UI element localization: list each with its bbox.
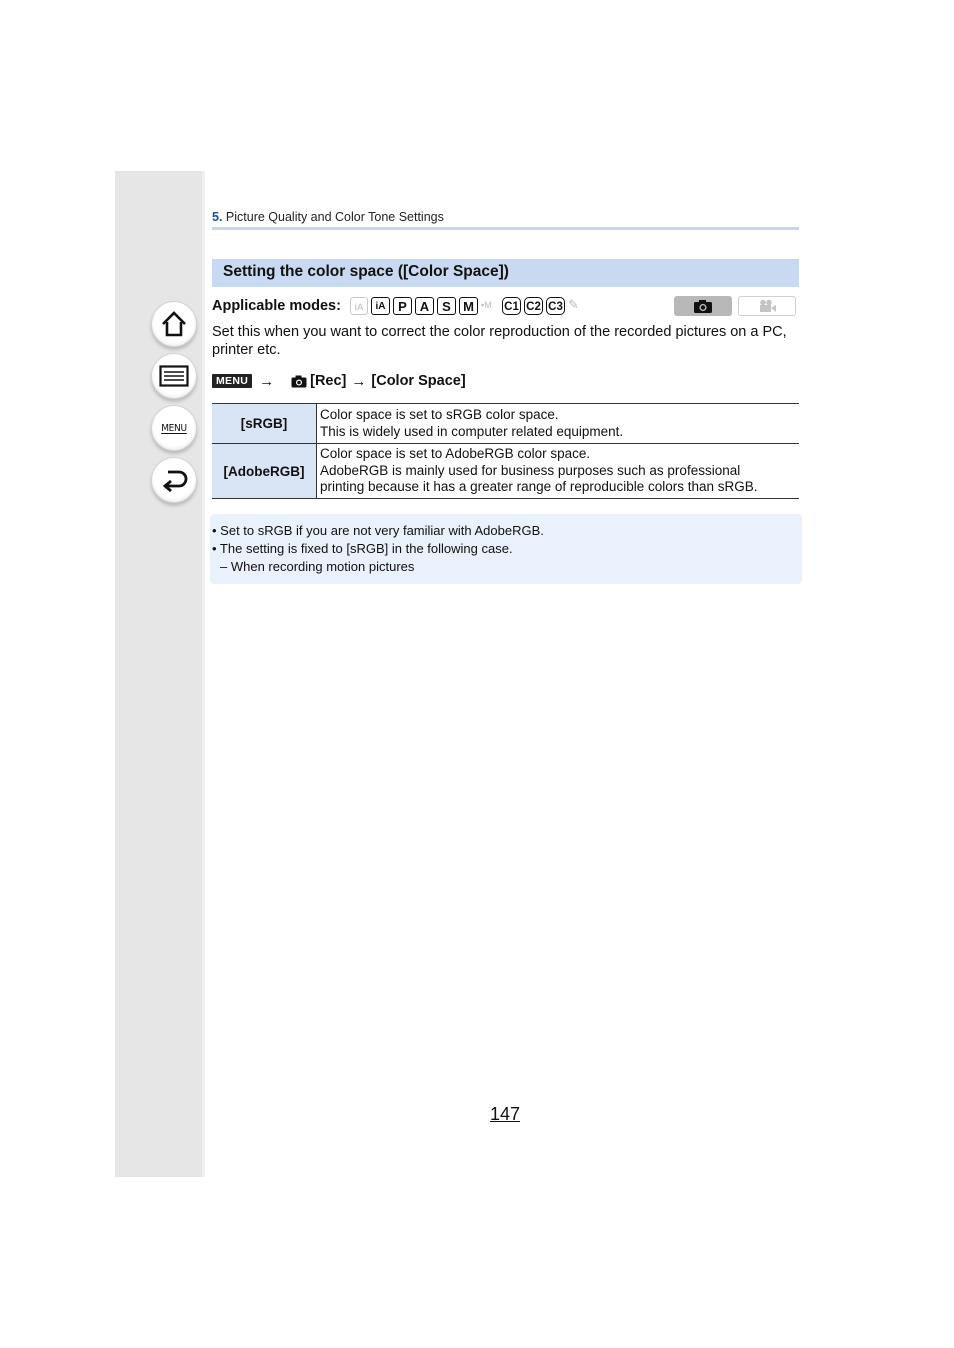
note-item: • Set to sRGB if you are not very familiar with AdobeRGB. bbox=[212, 523, 544, 538]
back-button[interactable] bbox=[151, 457, 197, 503]
intelligent-auto-plus-mode-icon: iA bbox=[371, 297, 390, 315]
option-key: [sRGB] bbox=[212, 404, 317, 444]
shutter-priority-mode-icon: S bbox=[437, 297, 456, 315]
manual-mode-icon: M bbox=[459, 297, 478, 315]
menu-path-arrow: → bbox=[259, 372, 275, 390]
section-title: Setting the color space ([Color Space]) bbox=[223, 263, 509, 280]
creative-video-mode-icon: ▪M bbox=[481, 300, 492, 310]
page-number: 147 bbox=[490, 1104, 521, 1124]
option-line: This is widely used in computer related equipment. bbox=[320, 423, 624, 439]
breadcrumb bbox=[212, 210, 444, 224]
sidebar-edge bbox=[202, 171, 205, 1177]
chapter-title: Picture Quality and Color Tone Settings bbox=[225, 210, 444, 224]
rec-camera-icon bbox=[291, 375, 307, 388]
custom1-mode-icon: C1 bbox=[502, 297, 521, 315]
menu-button[interactable] bbox=[151, 405, 197, 451]
option-line: printing because it has a greater range of reproducible colors than sRGB. bbox=[320, 479, 758, 495]
note-item: • The setting is fixed to [sRGB] in the following case. bbox=[212, 541, 513, 556]
menu-icon: MENU bbox=[161, 422, 187, 434]
option-line: Color space is set to sRGB color space. bbox=[320, 407, 559, 422]
intro-text: Set this when you want to correct the color reproduction of the recorded pictures on a PC, printer etc. bbox=[212, 324, 787, 358]
menu-path bbox=[212, 371, 466, 391]
video-mode-badge bbox=[738, 296, 796, 316]
aperture-priority-mode-icon: A bbox=[415, 297, 434, 315]
video-camera-icon bbox=[757, 299, 777, 313]
photo-mode-badge bbox=[674, 296, 732, 316]
menu-path-rec: [Rec] bbox=[310, 373, 347, 389]
custom3-mode-icon: C3 bbox=[546, 297, 565, 315]
applicable-modes-label: Applicable modes: bbox=[212, 298, 341, 314]
option-key: [AdobeRGB] bbox=[212, 444, 317, 499]
list-icon bbox=[159, 365, 189, 387]
custom2-mode-icon: C2 bbox=[524, 297, 543, 315]
settings-table bbox=[212, 403, 799, 499]
table-row bbox=[212, 444, 799, 499]
option-line: AdobeRGB is mainly used for business purposes such as professional bbox=[320, 462, 741, 478]
menu-badge: MENU bbox=[212, 374, 252, 388]
option-line: Color space is set to AdobeRGB color space. bbox=[320, 446, 591, 462]
creative-control-mode-icon: ✎ bbox=[568, 297, 579, 312]
camera-icon bbox=[693, 299, 713, 314]
note-subitem: – When recording motion pictures bbox=[220, 559, 415, 574]
home-icon bbox=[160, 310, 188, 338]
back-arrow-icon bbox=[160, 467, 188, 493]
chapter-number: 5. bbox=[212, 210, 223, 224]
home-button[interactable] bbox=[151, 301, 197, 347]
program-mode-icon: P bbox=[393, 297, 412, 315]
menu-path-item: [Color Space] bbox=[371, 373, 466, 389]
option-description bbox=[317, 404, 800, 444]
contents-button[interactable] bbox=[151, 353, 197, 399]
option-description bbox=[317, 444, 800, 499]
table-row bbox=[212, 404, 799, 444]
breadcrumb-divider bbox=[212, 227, 799, 230]
intelligent-auto-mode-icon: iA bbox=[350, 297, 368, 315]
menu-path-arrow-2: → bbox=[351, 372, 367, 390]
